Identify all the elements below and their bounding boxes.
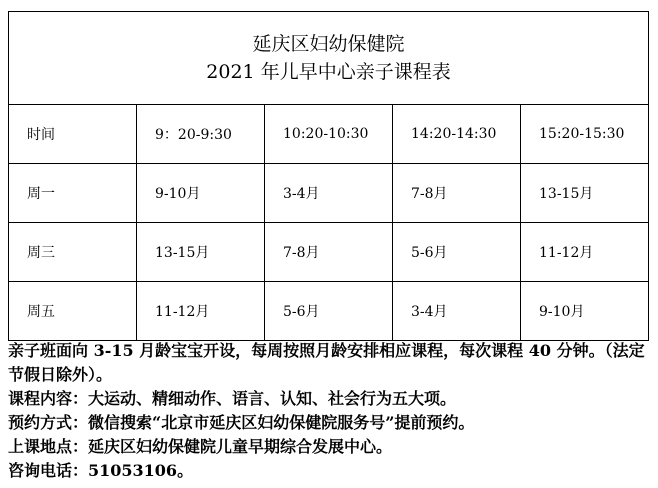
table-title bbox=[9, 12, 649, 105]
column-header: 10:20-10:30 bbox=[265, 105, 393, 164]
column-header: 9：20-9:30 bbox=[137, 105, 265, 164]
day-cell: 周五 bbox=[9, 282, 137, 341]
table-row bbox=[9, 223, 649, 282]
table-cell: 9-10月 bbox=[137, 164, 265, 223]
table-cell: 3-4月 bbox=[393, 282, 521, 341]
day-cell: 周三 bbox=[9, 223, 137, 282]
table-cell: 3-4月 bbox=[265, 164, 393, 223]
table-cell: 13-15月 bbox=[521, 164, 649, 223]
table-cell: 7-8月 bbox=[265, 223, 393, 282]
course-notes bbox=[8, 339, 653, 483]
column-header: 14:20-14:30 bbox=[393, 105, 521, 164]
course-schedule-table bbox=[8, 11, 649, 341]
note-location: 上课地点：延庆区妇幼保健院儿童早期综合发展中心。 bbox=[8, 437, 393, 456]
table-cell: 7-8月 bbox=[393, 164, 521, 223]
note-class-info: 亲子班面向 3-15 月龄宝宝开设，每周按照月龄安排相应课程，每次课程 40 分钟。（法定节假日除外）。 bbox=[8, 341, 645, 384]
note-course-content: 课程内容：大运动、精细动作、语言、认知、社会行为五大项。 bbox=[8, 389, 457, 408]
note-phone: 咨询电话：51053106。 bbox=[8, 461, 194, 480]
table-cell: 9-10月 bbox=[521, 282, 649, 341]
table-cell: 13-15月 bbox=[137, 223, 265, 282]
table-cell: 5-6月 bbox=[265, 282, 393, 341]
table-cell: 5-6月 bbox=[393, 223, 521, 282]
table-cell: 11-12月 bbox=[521, 223, 649, 282]
day-cell: 周一 bbox=[9, 164, 137, 223]
note-booking-method: 预约方式：微信搜索“北京市延庆区妇幼保健院服务号”提前预约。 bbox=[8, 413, 475, 432]
column-header: 15:20-15:30 bbox=[521, 105, 649, 164]
header-row bbox=[9, 105, 649, 164]
table-row bbox=[9, 282, 649, 341]
table-cell: 11-12月 bbox=[137, 282, 265, 341]
hospital-name: 延庆区妇幼保健院 bbox=[252, 33, 405, 55]
table-row bbox=[9, 164, 649, 223]
column-header: 时间 bbox=[9, 105, 137, 164]
title-row bbox=[9, 12, 649, 105]
schedule-title: 2021 年儿早中心亲子课程表 bbox=[206, 61, 451, 83]
